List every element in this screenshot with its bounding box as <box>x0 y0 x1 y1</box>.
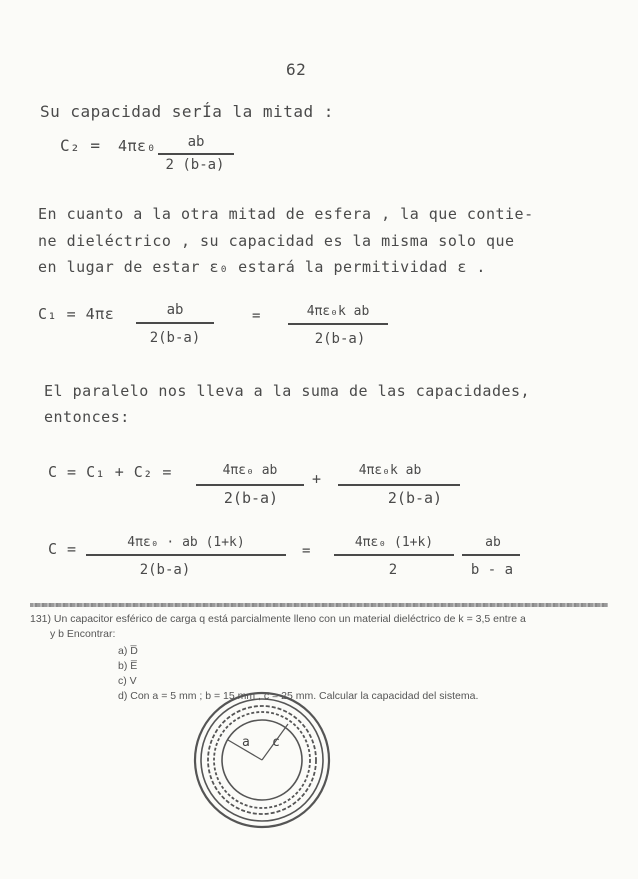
label-a: a <box>242 735 250 750</box>
c2-fraction-bar <box>158 153 234 155</box>
c2-lhs: C₂ = <box>60 136 101 155</box>
final-lhs: C = <box>48 540 77 558</box>
sum-term2-numerator: 4πε₀k ab <box>358 463 422 478</box>
final-r2-numerator: ab <box>485 535 501 550</box>
sum-term1-fraction-bar <box>196 484 304 486</box>
c2-denominator: 2 (b-a) <box>165 157 225 173</box>
c2-numerator: ab <box>187 134 205 150</box>
final-numerator: 4πε₀ · ab (1+k) <box>127 535 245 550</box>
final-r1-fraction-bar <box>334 554 454 556</box>
handwritten-line-3: ne dieléctrico , su capacidad es la misma solo que <box>38 232 515 250</box>
final-denominator: 2(b-a) <box>139 562 191 578</box>
problem-statement-line-2: y b Encontrar: <box>50 628 116 640</box>
problem-item-c: c) V <box>118 675 137 687</box>
handwritten-line-1: Su capacidad serÍa la mitad : <box>40 102 334 121</box>
c1-lhs: C₁ = 4πε <box>38 305 115 323</box>
sum-term1-numerator: 4πε₀ ab <box>222 463 278 478</box>
handwritten-line-4: en lugar de estar ε₀ estará la permitividad ε . <box>38 258 486 276</box>
sum-plus: + <box>312 470 322 488</box>
sum-term1-denominator: 2(b-a) <box>223 489 279 507</box>
handwritten-line-5: El paralelo nos lleva a la suma de las capacidades, <box>44 382 531 400</box>
c1-rhs-numerator: 4πε₀k ab <box>306 304 370 319</box>
final-r1-numerator: 4πε₀ (1+k) <box>354 535 434 550</box>
sum-term2-fraction-bar <box>338 484 460 486</box>
c1-equals: = <box>252 308 261 324</box>
sum-term2-denominator: 2(b-a) <box>387 489 443 507</box>
handwritten-line-2: En cuanto a la otra mitad de esfera , la que contie- <box>38 205 534 223</box>
c1-numerator: ab <box>166 302 184 318</box>
final-fraction-bar <box>86 554 286 556</box>
c1-denominator: 2(b-a) <box>149 330 201 346</box>
final-r2-denominator: b - a <box>470 562 514 578</box>
spherical-capacitor-figure <box>192 690 332 830</box>
scan-separator-band <box>30 603 608 607</box>
problem-item-d: d) Con a = 5 mm ; b = 15 mm , c = 25 mm. Calcular la capacidad del sistema. <box>118 690 479 702</box>
c1-rhs-denominator: 2(b-a) <box>314 331 366 347</box>
page-number: 62 <box>286 60 307 79</box>
label-c: c <box>272 735 280 750</box>
final-r2-fraction-bar <box>462 554 520 556</box>
sum-lhs: C = C₁ + C₂ = <box>48 463 172 481</box>
handwritten-line-6: entonces: <box>44 408 130 426</box>
c2-coef: 4πε₀ <box>118 137 157 155</box>
final-r1-denominator: 2 <box>388 562 398 578</box>
problem-item-b: b) E̅ <box>118 660 138 672</box>
c1-rhs-fraction-bar <box>288 323 388 325</box>
problem-statement-line-1: 131) Un capacitor esférico de carga q está parcialmente lleno con un material dieléctrico de k = 3,5 entre a <box>30 613 526 625</box>
final-equals: = <box>302 543 311 559</box>
c1-fraction-bar <box>136 322 214 324</box>
problem-item-a: a) D̅ <box>118 645 138 657</box>
